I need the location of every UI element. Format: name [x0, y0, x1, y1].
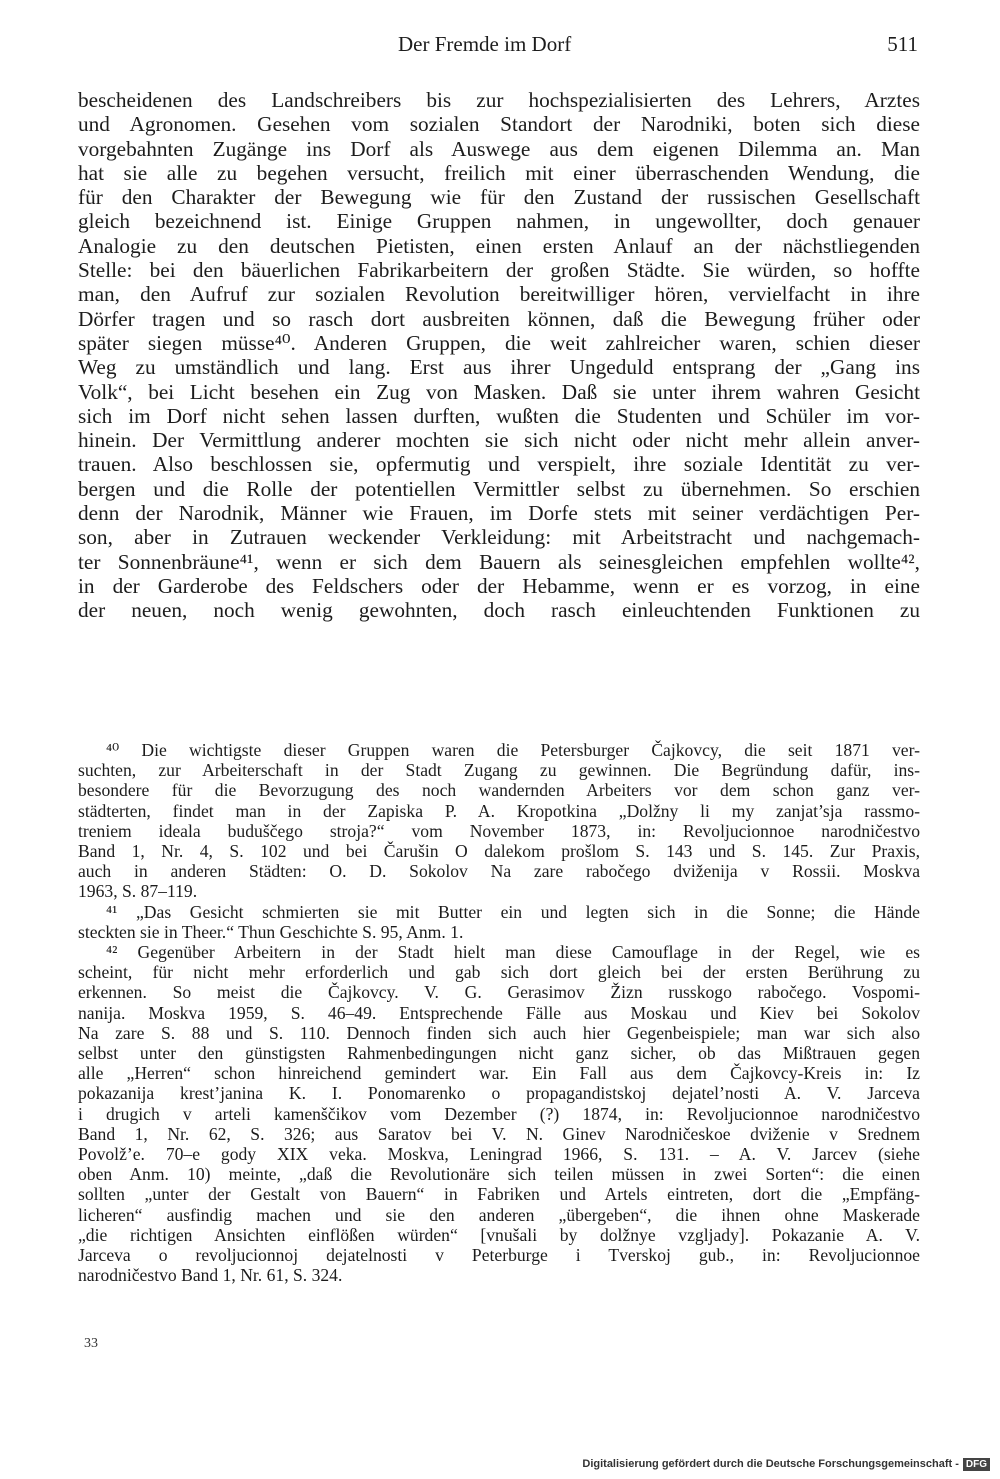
- digitization-credit: [582, 1455, 990, 1473]
- footnotes: [78, 740, 920, 1285]
- footnote-line: steckten sie in Theer.“ Thun Geschichte S. 95, Anm. 1.: [78, 921, 464, 942]
- footnote-line: narodničestvo Band 1, Nr. 61, S. 324.: [78, 1265, 343, 1286]
- footnote-line: suchten, zur Arbeiterschaft in der Stadt Zugang zu gewinnen. Die Begründung dafür, ins-: [78, 760, 920, 781]
- body-line: Volk“, bei Licht besehen ein Zug von Masken. Daß sie unter ihrem wahren Gesicht: [78, 379, 920, 404]
- footnote-line: licheren“ ausfindig machen und sie den anderen „übergeben“, die ihnen ohne Maskerade: [78, 1204, 920, 1225]
- footnote-line: Band 1, Nr. 62, S. 326; aus Saratov bei V. N. Ginev Narodničeskoe dviženie v Srednem: [78, 1123, 920, 1144]
- footnote-line: Jarceva o revoljucionnoj dejatelnosti v Peterburge i Tverskoj gub., in: Revoljucionnoe: [78, 1245, 920, 1266]
- footnote-line: städterten, findet man in der Zapiska P. A. Kropotkina „Dolžny li my zanjat’sja rassmo-: [78, 800, 920, 821]
- footnote-line: erkennen. So meist die Čajkovcy. V. G. Gerasimov Žizn russkogo rabočego. Vospomi-: [78, 982, 920, 1003]
- body-line: hinein. Der Vermittlung anderer mochten sie sich nicht oder nicht mehr allein anver-: [78, 428, 920, 453]
- body-line: der neuen, noch wenig gewohnten, doch rasch einleuchtenden Funktionen zu: [78, 598, 920, 623]
- footnote-line: ⁴⁰ Die wichtigste dieser Gruppen waren die Petersburger Čajkovcy, die seit 1871 ver-: [106, 740, 920, 760]
- body-line: Stelle: bei den bäuerlichen Fabrikarbeitern der großen Städte. Sie würden, so hoffte: [78, 258, 920, 283]
- credit-text: Digitalisierung gefördert durch die Deutsche Forschungsgemeinschaft -: [582, 1458, 959, 1470]
- body-line: sich im Dorf nicht sehen lassen durften, wußten die Studenten und Schüler im vor-: [78, 403, 920, 428]
- signature-mark: 33: [84, 1336, 98, 1351]
- body-line: trauen. Also beschlossen sie, opfermutig und verspielt, ihre soziale Identität zu ver-: [78, 452, 920, 477]
- body-line: denn der Narodnik, Männer wie Frauen, im Dorfe stets mit seiner verdächtigen Per-: [78, 501, 920, 526]
- footnote-line: sollten „unter der Gestalt von Bauern“ in Fabriken und Artels eintreten, dort die „Empfäng-: [78, 1184, 920, 1205]
- body-text: [78, 88, 920, 623]
- footnote-line: besondere für die Bevorzugung des noch wandernden Arbeiters vor dem schon ganz ver-: [78, 780, 920, 801]
- footnote-line: ⁴¹ „Das Gesicht schmierten sie mit Butter ein und legten sich in die Sonne; die Hände: [106, 901, 920, 922]
- footnote-line: Povolž’e. 70–e gody XIX veka. Moskva, Leningrad 1966, S. 131. – A. V. Jarcev (siehe: [78, 1144, 920, 1165]
- body-line: son, aber in Zutrauen weckender Verkleidung: mit Arbeitstracht und nachgemach-: [78, 525, 920, 550]
- footnote-line: „die richtigen Ansichten einflößen würden“ [vnušali by dolžnye vzgljady]. Pokazanie A. V.: [78, 1224, 920, 1245]
- body-line: Weg zu umständlich und lang. Erst aus ihrer Ungeduld entsprang der „Gang ins: [78, 355, 920, 380]
- footnote-line: nanija. Moskva 1959, S. 46–49. Entsprechende Fälle aus Moskau und Kiev bei Sokolov: [78, 1002, 920, 1023]
- footnote-line: i drugich v arteli kamenščikov vom Dezember (?) 1874, in: Revoljucionnoe narodničestvo: [78, 1103, 920, 1124]
- footnote-line: ⁴² Gegenüber Arbeitern in der Stadt hielt man diese Camouflage in der Regel, wie es: [106, 942, 920, 963]
- body-line: später siegen müsse⁴⁰. Anderen Gruppen, die weit zahlreicher waren, schien dieser: [78, 330, 920, 355]
- footnote-line: Band 1, Nr. 4, S. 102 und bei Čarušin O dalekom prošlom S. 143 und S. 145. Zur Praxis,: [78, 841, 920, 862]
- body-line: gleich bezeichnend ist. Einige Gruppen nahmen, in ungewollter, doch genauer: [78, 209, 920, 234]
- footnote-line: alle „Herren“ schon hinreichend gemindert war. Ein Fall aus dem Čajkovcy-Kreis in: Iz: [78, 1063, 920, 1084]
- body-line: hat sie alle zu begehen versucht, freilich mit einer überraschenden Wendung, die: [78, 160, 920, 185]
- body-line: für den Charakter der Bewegung wie für den Zustand der russischen Gesellschaft: [78, 185, 920, 210]
- footnote-line: selbst unter den günstigsten Rahmenbedingungen nicht ganz sicher, ob das Mißtrauen gegen: [78, 1043, 920, 1064]
- body-line: und Agronomen. Gesehen vom sozialen Standort der Narodniki, boten sich diese: [78, 112, 920, 137]
- footnote-line: treniem ideala buduščego stroja?“ vom November 1873, in: Revoljucionnoe narodničestvo: [78, 820, 920, 841]
- body-line: in der Garderobe des Feldschers oder der Hebamme, wenn er es vorzog, in eine: [78, 573, 920, 598]
- body-line: ter Sonnenbräune⁴¹, wenn er sich dem Bauern als seinesgleichen empfehlen wollte⁴²,: [78, 549, 920, 574]
- footnote-line: Na zare S. 88 und S. 110. Dennoch finden sich auch hier Gegenbeispiele; man war sich also: [78, 1022, 920, 1043]
- body-line: Analogie zu den deutschen Pietisten, einen ersten Anlauf an der nächstliegenden: [78, 233, 920, 258]
- body-line: bescheidenen des Landschreibers bis zur hochspezialisierten des Lehrers, Arztes: [78, 88, 920, 112]
- footnote-line: oben Anm. 10) meinte, „daß die Revolutionäre sich teilen müssen in zwei Sorten“: die einen: [78, 1164, 920, 1185]
- footnote-line: 1963, S. 87–119.: [78, 881, 198, 902]
- body-line: man, den Aufruf zur sozialen Revolution bereitwilliger hören, vervielfacht in ihre: [78, 282, 920, 307]
- running-title: Der Fremde im Dorf: [398, 32, 572, 56]
- running-header: [78, 30, 918, 62]
- page-number: 511: [887, 32, 918, 56]
- dfg-logo: DFG: [963, 1458, 990, 1471]
- body-line: bergen und die Rolle der potentiellen Vermittler selbst zu übernehmen. So erschien: [78, 476, 920, 501]
- footnote-line: auch in anderen Städten: O. D. Sokolov Na zare rabočego dviženija v Rossii. Moskva: [78, 861, 920, 882]
- footnote-line: scheint, für nicht mehr erforderlich und gab sich dort gleich bei der ersten Berührung zu: [78, 962, 920, 983]
- footnote-line: pokazanija krest’janina K. I. Ponomarenko o propagandistskoj dejatel’nosti A. V. Jarceva: [78, 1083, 920, 1104]
- body-line: Dörfer tragen und so rasch dort ausbreiten können, daß die Bewegung früher oder: [78, 306, 920, 331]
- body-line: vorgebahnten Zugänge ins Dorf als Auswege aus dem eigenen Dilemma an. Man: [78, 136, 920, 161]
